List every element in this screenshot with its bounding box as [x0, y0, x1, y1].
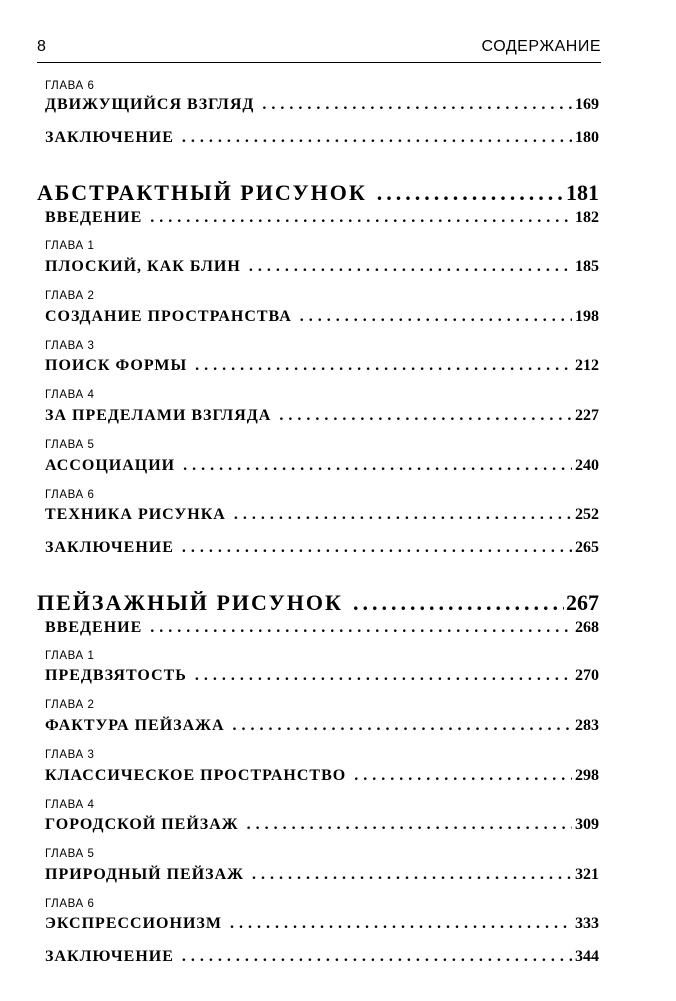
header-rule [37, 62, 601, 63]
dot-leader [353, 590, 564, 616]
toc-entry-title: ДВИЖУЩИЙСЯ ВЗГЛЯД [45, 96, 255, 113]
running-head [37, 38, 601, 60]
dot-leader [377, 180, 564, 206]
toc-entry [45, 457, 599, 475]
toc-entry [45, 667, 599, 685]
toc-entry-page: 283 [575, 717, 599, 734]
toc-entry-title: ВВЕДЕНИЕ [45, 209, 143, 226]
toc-entry-title: ЗАКЛЮЧЕНИЕ [45, 948, 174, 965]
toc-entry-page: 227 [575, 407, 599, 424]
chapter-label: ГЛАВА 6 [45, 80, 95, 92]
toc-entry [45, 866, 599, 884]
toc-entry [45, 619, 599, 637]
chapter-label: ГЛАВА 3 [45, 749, 95, 761]
toc-entry-title: КЛАССИЧЕСКОЕ ПРОСТРАНСТВО [45, 767, 347, 784]
toc-entry-title: ЗА ПРЕДЕЛАМИ ВЗГЛЯДА [45, 407, 272, 424]
chapter-label: ГЛАВА 6 [45, 489, 95, 501]
dot-leader [195, 357, 572, 375]
toc-entry [45, 506, 599, 524]
dot-leader [230, 915, 572, 933]
part-page: 181 [566, 180, 599, 205]
toc-entry [45, 357, 599, 375]
dot-leader [247, 816, 572, 834]
toc-entry [45, 915, 599, 933]
toc-entry [45, 258, 599, 276]
toc-entry [45, 209, 599, 227]
toc-entry-title: СОЗДАНИЕ ПРОСТРАНСТВА [45, 308, 292, 325]
toc-entry-page: 252 [575, 506, 599, 523]
toc-entry [45, 129, 599, 147]
chapter-label: ГЛАВА 3 [45, 340, 95, 352]
toc-entry-page: 333 [575, 915, 599, 932]
chapter-label: ГЛАВА 4 [45, 389, 95, 401]
toc-entry [45, 767, 599, 785]
toc-entry-title: ПОИСК ФОРМЫ [45, 357, 188, 374]
dot-leader [183, 457, 572, 475]
toc-entry-page: 212 [575, 357, 599, 374]
dot-leader [300, 308, 572, 326]
chapter-label: ГЛАВА 5 [45, 439, 95, 451]
toc-entry-title: ПЛОСКИЙ, КАК БЛИН [45, 258, 241, 275]
dot-leader [252, 866, 572, 884]
dot-leader [150, 619, 572, 637]
dot-leader [279, 407, 572, 425]
toc-entry-title: АССОЦИАЦИИ [45, 457, 176, 474]
chapter-label: ГЛАВА 1 [45, 650, 95, 662]
toc-entry [45, 816, 599, 834]
dot-leader [234, 506, 572, 524]
toc-entry [45, 948, 599, 966]
dot-leader [182, 539, 572, 557]
part-heading-abstract [37, 180, 599, 206]
toc-entry-title: ЗАКЛЮЧЕНИЕ [45, 539, 174, 556]
toc-entry-page: 240 [575, 457, 599, 474]
part-title: АБСТРАКТНЫЙ РИСУНОК [37, 180, 367, 205]
chapter-label: ГЛАВА 4 [45, 799, 95, 811]
dot-leader [249, 258, 572, 276]
toc-entry-page: 321 [575, 866, 599, 883]
toc-entry-title: ГОРОДСКОЙ ПЕЙЗАЖ [45, 816, 239, 833]
toc-entry-title: ЗАКЛЮЧЕНИЕ [45, 129, 174, 146]
toc-entry [45, 308, 599, 326]
dot-leader [262, 96, 572, 114]
toc-entry-page: 185 [575, 258, 599, 275]
dot-leader [182, 948, 572, 966]
part-title: ПЕЙЗАЖНЫЙ РИСУНОК [37, 590, 343, 615]
dot-leader [195, 667, 572, 685]
toc-entry-page: 182 [575, 209, 599, 226]
toc-entry-title: ЭКСПРЕССИОНИЗМ [45, 915, 222, 932]
chapter-label: ГЛАВА 5 [45, 848, 95, 860]
toc-entry-title: ВВЕДЕНИЕ [45, 619, 143, 636]
page-number: 8 [37, 38, 47, 55]
toc-entry [45, 407, 599, 425]
chapter-label: ГЛАВА 2 [45, 290, 95, 302]
toc-entry-page: 169 [575, 96, 599, 113]
toc-entry [45, 96, 599, 114]
toc-entry-title: ПРИРОДНЫЙ ПЕЙЗАЖ [45, 866, 244, 883]
toc-entry-page: 268 [575, 619, 599, 636]
toc-entry-title: ПРЕДВЗЯТОСТЬ [45, 667, 187, 684]
toc-entry-page: 265 [575, 539, 599, 556]
dot-leader [150, 209, 572, 227]
toc-entry-page: 298 [575, 767, 599, 784]
toc-entry-page: 344 [575, 948, 599, 965]
part-heading-landscape [37, 590, 599, 616]
toc-entry-title: ФАКТУРА ПЕЙЗАЖА [45, 717, 225, 734]
toc-entry [45, 717, 599, 735]
toc-entry-page: 180 [575, 129, 599, 146]
dot-leader [354, 767, 572, 785]
dot-leader [182, 129, 572, 147]
toc-entry-title: ТЕХНИКА РИСУНКА [45, 506, 226, 523]
chapter-label: ГЛАВА 2 [45, 699, 95, 711]
toc-entry [45, 539, 599, 557]
toc-entry-page: 198 [575, 308, 599, 325]
page-title: СОДЕРЖАНИЕ [481, 38, 601, 55]
toc-entry-page: 270 [575, 667, 599, 684]
chapter-label: ГЛАВА 6 [45, 898, 95, 910]
dot-leader [233, 717, 572, 735]
toc-entry-page: 309 [575, 816, 599, 833]
chapter-label: ГЛАВА 1 [45, 240, 95, 252]
part-page: 267 [566, 590, 599, 615]
